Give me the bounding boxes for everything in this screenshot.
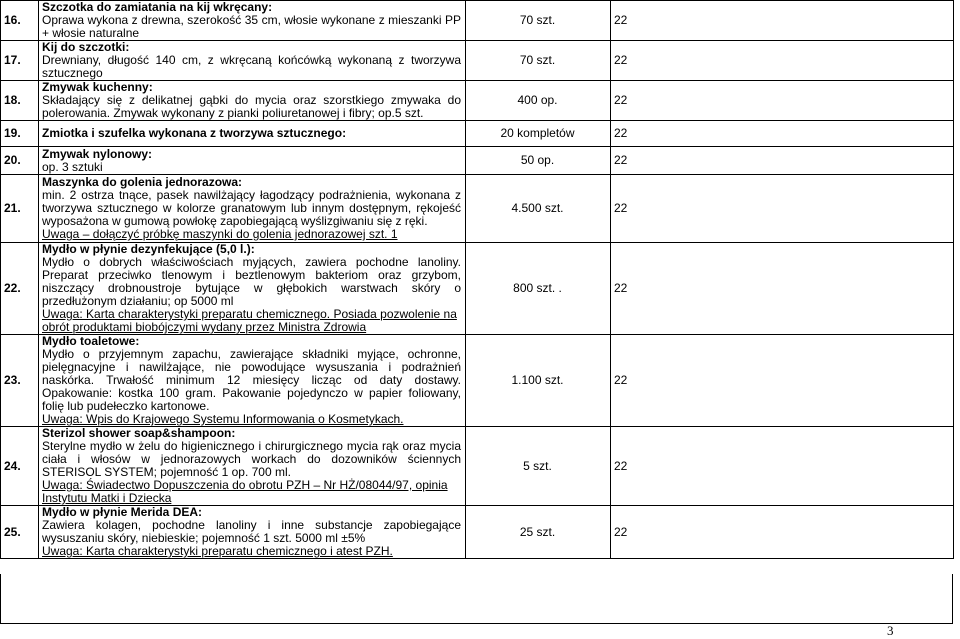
item-description [39, 121, 466, 147]
item-number: 20. [1, 147, 39, 175]
table-row [1, 506, 954, 559]
item-quantity: 50 op. [466, 147, 611, 175]
item-note: Uwaga: Świadectwo Dopuszczenia do obrotu PZH – Nr HŻ/08044/97, opinia Instytutu Matki i Dziecka [42, 478, 448, 505]
item-title: Mydło w płynie dezynfekujące (5,0 l.): [42, 242, 255, 256]
item-note: Uwaga: Karta charakterystyki preparatu chemicznego i atest PZH. [42, 544, 393, 558]
item-text: Drewniany, długość 140 cm, z wkręcaną końcówką wykonaną z tworzywa sztucznego [42, 53, 461, 80]
table-row [1, 427, 954, 506]
item-vat: 22 [611, 506, 954, 559]
item-number: 25. [1, 506, 39, 559]
item-description [39, 147, 466, 175]
item-text: Składający się z delikatnej gąbki do mycia oraz szorstkiego zmywaka do polerowania. Zmywak wykonany z pianki poliuretanowej i fibry; op.5 szt. [42, 93, 461, 120]
item-number: 19. [1, 121, 39, 147]
item-vat: 22 [611, 1, 954, 41]
item-text: Mydło o dobrych właściwościach myjących, zawiera pochodne lanoliny. Preparat przeciwko tlenowym i beztlenowym bakteriom oraz grzybom, niszczący drobnoustroje bytujące w głębokich warstwach skóry o przedłużonym działaniu; op 5000 ml [42, 255, 461, 308]
item-quantity: 4.500 szt. [466, 175, 611, 243]
table-row [1, 41, 954, 81]
item-description [39, 175, 466, 243]
item-number: 16. [1, 1, 39, 41]
item-vat: 22 [611, 427, 954, 506]
item-number: 17. [1, 41, 39, 81]
item-note: Uwaga – dołączyć próbkę maszynki do golenia jednorazowej szt. 1 [42, 227, 398, 241]
item-title: Kij do szczotki: [42, 40, 130, 54]
item-description [39, 41, 466, 81]
item-title: Zmywak kuchenny: [42, 80, 153, 94]
item-title: Zmywak nylonowy: [42, 146, 153, 161]
page-number: 3 [887, 623, 894, 638]
item-text: Oprawa wykona z drewna, szerokość 35 cm, włosie wykonane z mieszanki PP + włosie naturalne [42, 13, 461, 40]
item-quantity: 1.100 szt. [466, 335, 611, 427]
table-row [1, 121, 954, 147]
item-quantity: 400 op. [466, 81, 611, 121]
item-text: min. 2 ostrza tnące, pasek nawilżający łagodzący podrażnienia, wykonana z tworzywa sztucznego w kolorze granatowym lub innym dostępnym, rękojeść wyposażona w gumową powłokę zapobiegającą wyślizgiwaniu się z ręki. [42, 188, 461, 228]
table-row [1, 147, 954, 175]
item-vat: 22 [611, 41, 954, 81]
item-vat: 22 [611, 175, 954, 243]
item-description [39, 243, 466, 335]
table-row [1, 335, 954, 427]
item-description [39, 427, 466, 506]
item-note: Uwaga: Wpis do Krajowego Systemu Informowania o Kosmetykach. [42, 412, 404, 426]
item-vat: 22 [611, 121, 954, 147]
item-number: 24. [1, 427, 39, 506]
item-quantity: 70 szt. [466, 41, 611, 81]
item-description [39, 1, 466, 41]
item-vat: 22 [611, 81, 954, 121]
item-quantity: 800 szt. . [466, 243, 611, 335]
item-number: 18. [1, 81, 39, 121]
item-text: Zawiera kolagen, pochodne lanoliny i inne substancje zapobiegające wysuszaniu skóry, niebieskie; pojemność 1 szt. 5000 ml ±5% [42, 518, 461, 545]
item-quantity: 20 kompletów [466, 121, 611, 147]
item-text: Sterylne mydło w żelu do higienicznego i chirurgicznego mycia rąk oraz mycia ciała i włosów w jednorazowych workach do dozowników ściennych STERISOL SYSTEM; pojemność 1 op. 700 ml. [42, 439, 461, 479]
item-quantity: 5 szt. [466, 427, 611, 506]
item-description [39, 506, 466, 559]
item-title: Zmiotka i szufelka wykonana z tworzywa sztucznego: [42, 126, 347, 140]
table-row [1, 175, 954, 243]
table-row [1, 243, 954, 335]
item-title: Mydło toaletowe: [42, 334, 140, 348]
item-title: Mydło w płynie Merida DEA: [42, 505, 203, 519]
table-row [1, 1, 954, 41]
table-row [1, 81, 954, 121]
item-note: Uwaga: Karta charakterystyki preparatu chemicznego. Posiada pozwolenie na obrót produktami biobójczymi wydany przez Ministra Zdrowia [42, 307, 457, 334]
item-description [39, 81, 466, 121]
item-quantity: 70 szt. [466, 1, 611, 41]
item-text: Mydło o przyjemnym zapachu, zawierające składniki myjące, ochronne, pielęgnacyjne i nawilżające, nie powodujące wysuszania i podrażnień naskórka. Trwałość minimum 12 miesięcy licząc od daty dostawy. Opakowanie: kostka 100 gram. Pakowanie pojedynczo w papier foliowany, folię lub pudełeczko kartonowe. [42, 347, 461, 413]
empty-table-area [0, 574, 953, 624]
item-vat: 22 [611, 335, 954, 427]
item-text: op. 3 sztuki [42, 159, 103, 174]
item-quantity: 25 szt. [466, 506, 611, 559]
item-number: 23. [1, 335, 39, 427]
item-number: 21. [1, 175, 39, 243]
item-title: Sterizol shower soap&shampoon: [42, 426, 236, 440]
item-description [39, 335, 466, 427]
item-title: Szczotka do zamiatania na kij wkręcany: [42, 0, 273, 14]
item-number: 22. [1, 243, 39, 335]
item-vat: 22 [611, 243, 954, 335]
item-vat: 22 [611, 147, 954, 175]
item-title: Maszynka do golenia jednorazowa: [42, 175, 243, 189]
